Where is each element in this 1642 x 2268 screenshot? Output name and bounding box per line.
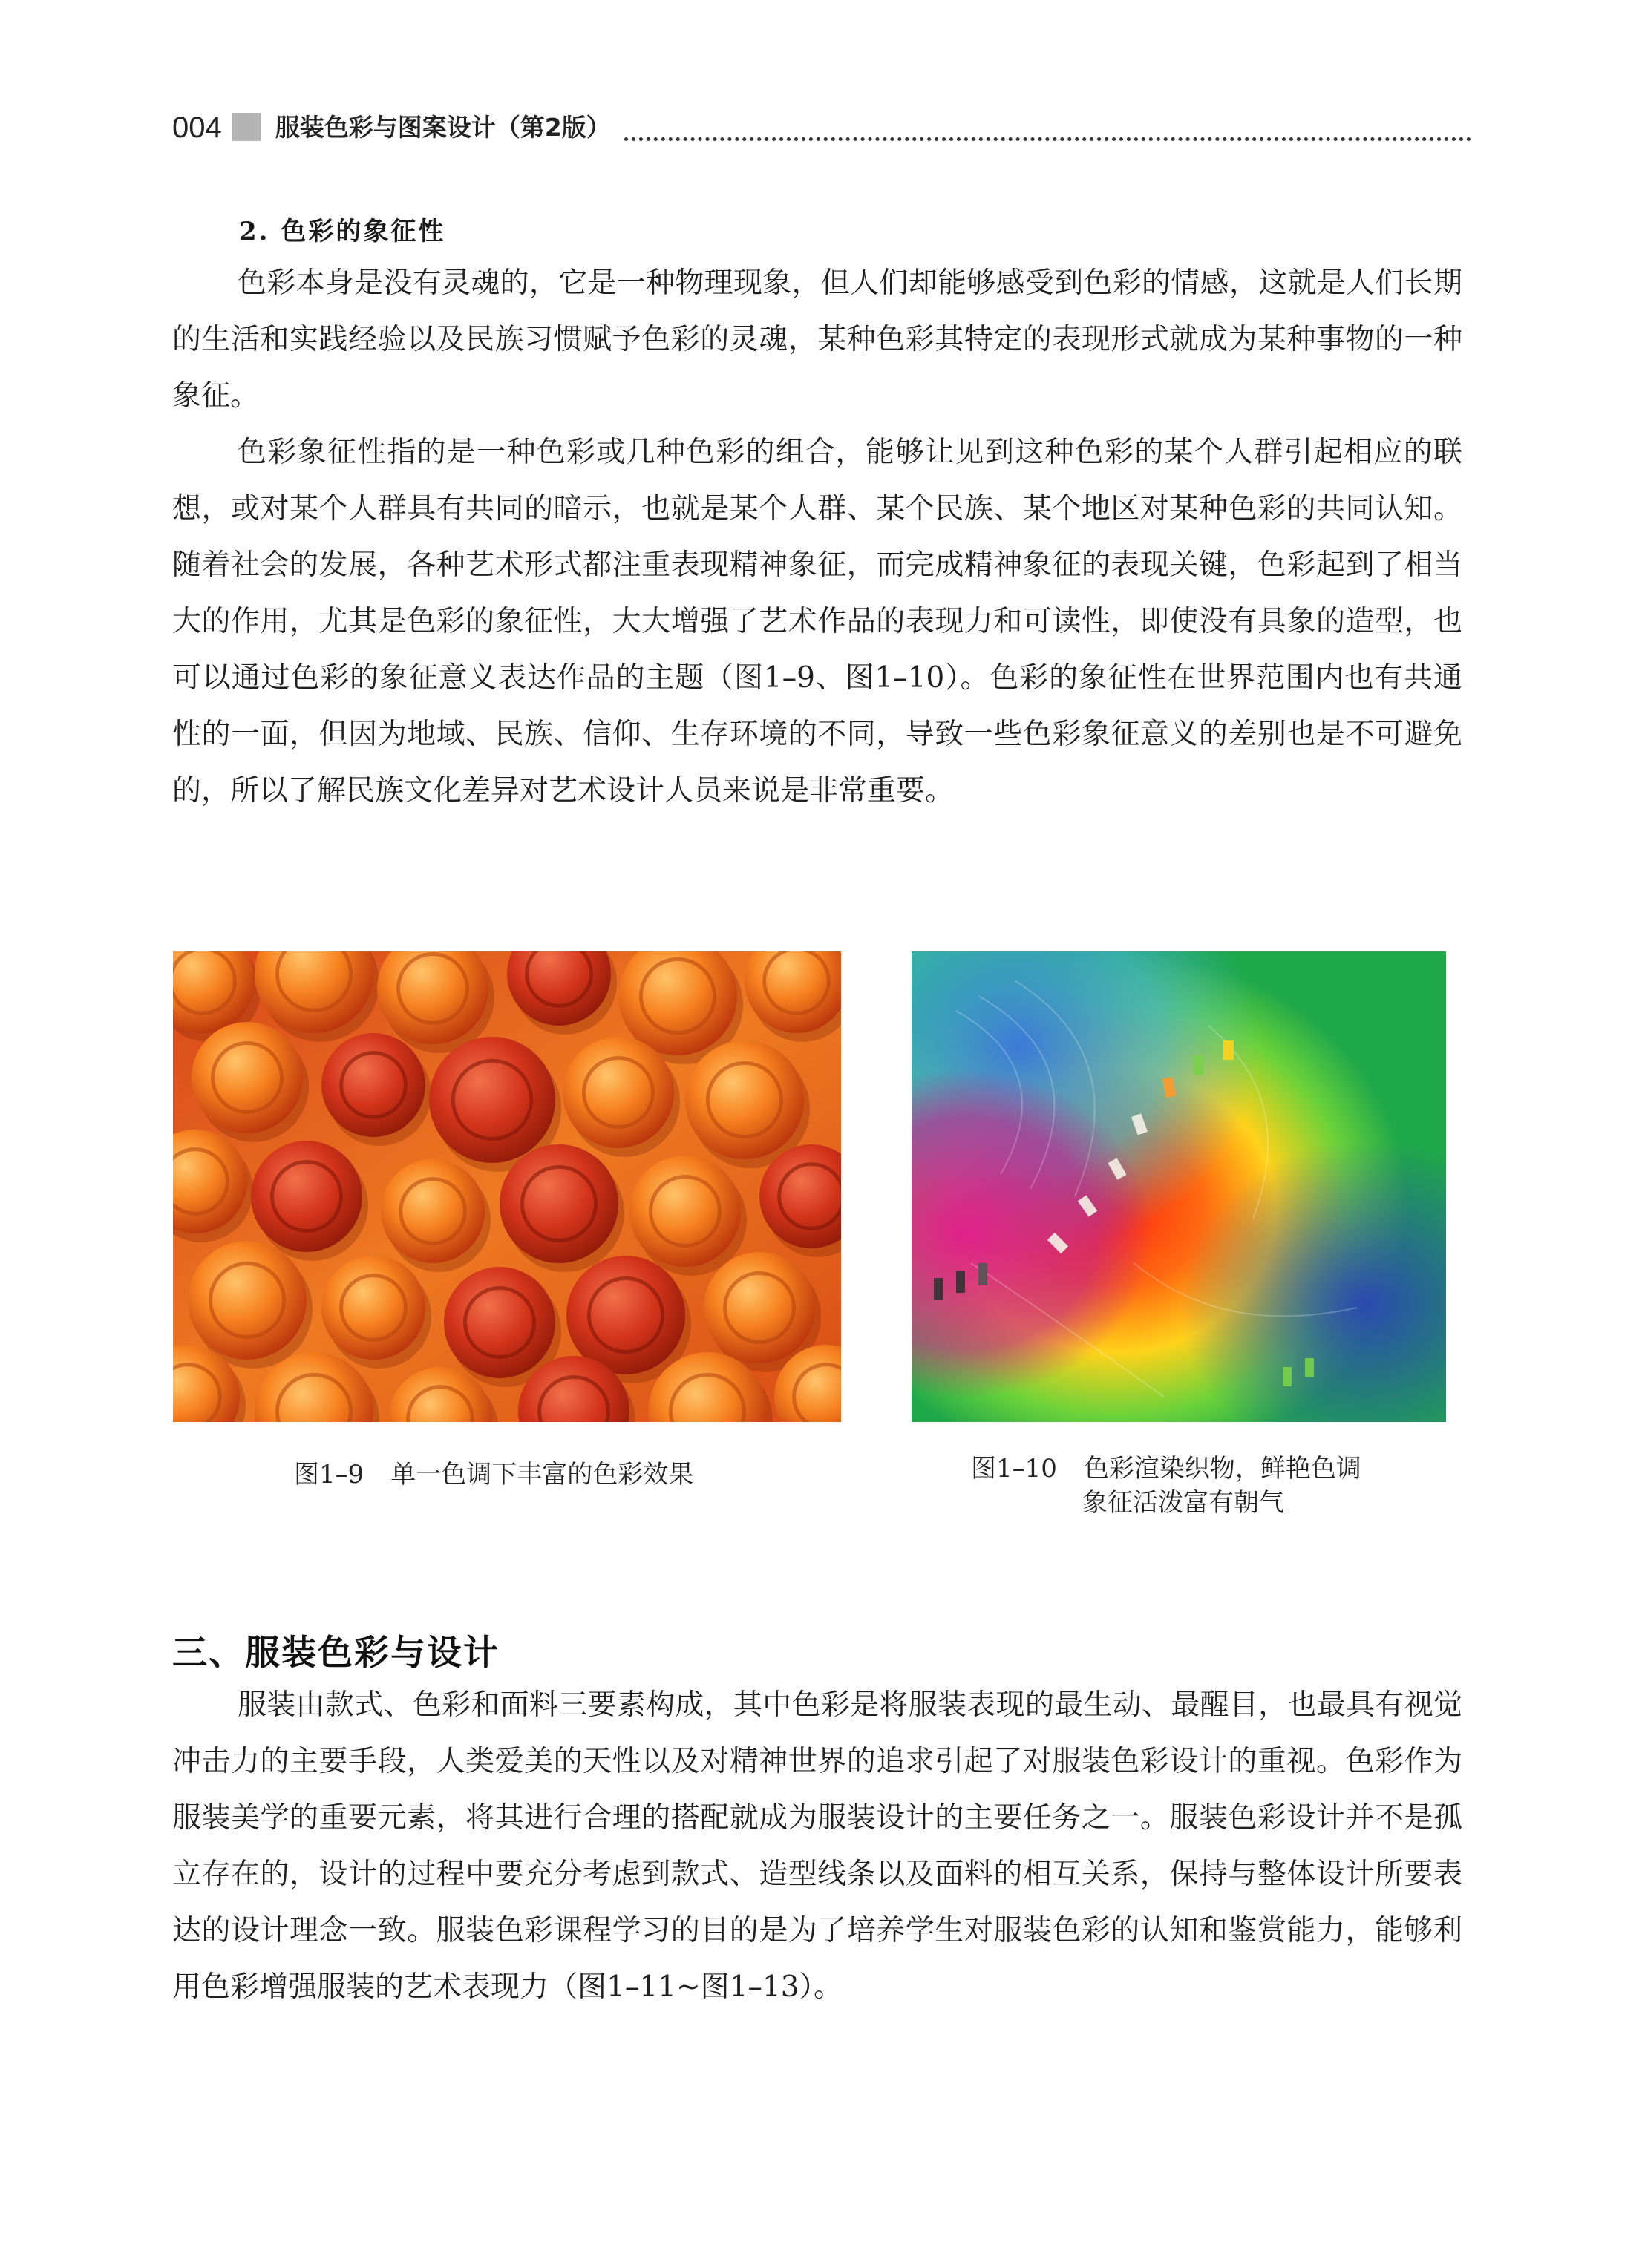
figure-1-10-caption: [971, 1452, 1361, 1520]
running-header: [172, 99, 1471, 144]
header-dotted-rule: [624, 137, 1471, 141]
figure-1-9-caption: [294, 1458, 693, 1492]
paragraph-1: 色彩本身是没有灵魂的，它是一种物理现象，但人们却能够感受到色彩的情感，这就是人们长期的生活和实践经验以及民族习惯赋予色彩的灵魂，某种色彩其特定的表现形式就成为某种事物的一种象征。: [172, 266, 1462, 413]
paragraph-3: 服装由款式、色彩和面料三要素构成，其中色彩是将服装表现的最生动、最醒目，也最具有视觉冲击力的主要手段，人类爱美的天性以及对精神世界的追求引起了对服装色彩设计的重视。色彩作为服装美学的重要元素，将其进行合理的搭配就成为服装设计的主要任务之一。服装色彩设计并不是孤立存在的，设计的过程中要充分考虑到款式、造型线条以及面料的相互关系，保持与整体设计所要表达的设计理念一致。服装色彩课程学习的目的是为了培养学生对服装色彩的认知和鉴赏能力，能够利用色彩增强服装的艺术表现力（图1–11~图1–13）。: [172, 1688, 1462, 2004]
figure-1-9-number: 图1–9: [294, 1460, 364, 1489]
section-heading: 三、服装色彩与设计: [172, 1633, 500, 1674]
figure-1-10-caption-line2: 象征活泼富有朝气: [1082, 1488, 1284, 1518]
book-title: 服装色彩与图案设计（第2版）: [275, 113, 611, 142]
subsection-heading: 2. 色彩的象征性: [239, 217, 446, 246]
figure-1-9-orange-discs-image: [173, 951, 841, 1422]
page-number: 004: [172, 111, 222, 144]
figure-1-10-caption-line1: 色彩渲染织物，鲜艳色调: [1083, 1454, 1361, 1484]
figure-1-10-number: 图1–10: [971, 1454, 1057, 1484]
figure-1-10-dyed-fabric-image: [912, 951, 1446, 1422]
figure-1-9-caption-text: 单一色调下丰富的色彩效果: [390, 1460, 694, 1489]
header-square-icon: [232, 113, 261, 141]
paragraph-2: 色彩象征性指的是一种色彩或几种色彩的组合，能够让见到这种色彩的某个人群引起相应的联想，或对某个人群具有共同的暗示，也就是某个人群、某个民族、某个地区对某种色彩的共同认知。随着社会的发展，各种艺术形式都注重表现精神象征，而完成精神象征的表现关键，色彩起到了相当大的作用，尤其是色彩的象征性，大大增强了艺术作品的表现力和可读性，即使没有具象的造型，也可以通过色彩的象征意义表达作品的主题（图1–9、图1–10）。色彩的象征性在世界范围内也有共通性的一面，但因为地域、民族、信仰、生存环境的不同，导致一些色彩象征意义的差别也是不可避免的，所以了解民族文化差异对艺术设计人员来说是非常重要。: [172, 436, 1462, 807]
